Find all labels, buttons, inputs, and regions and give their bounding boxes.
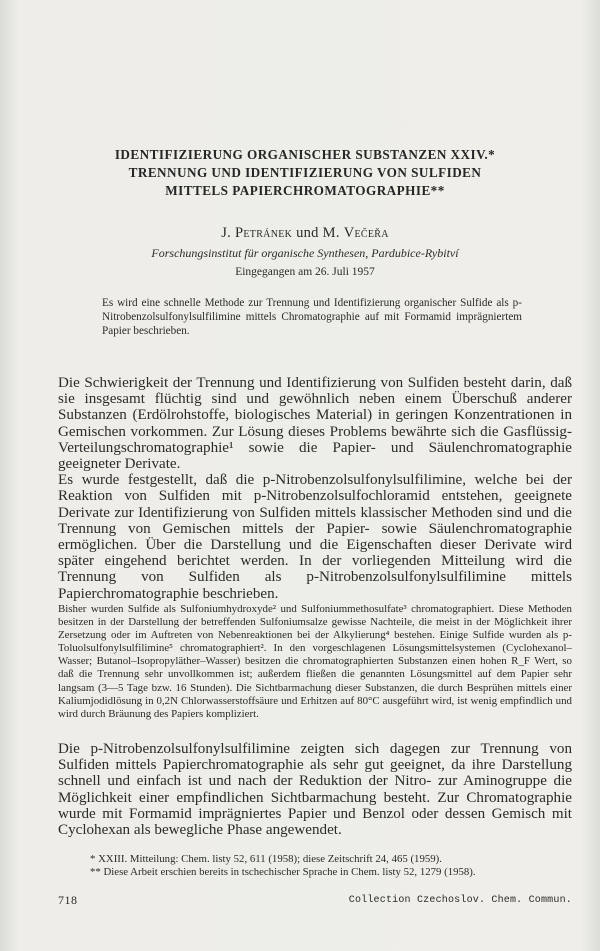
author-1-name: Petránek [235,225,293,241]
author-conjunction: und M. [292,225,344,241]
title-line-3: MITTELS PAPIERCHROMATOGRAPHIE** [165,183,445,198]
received-date: Eingegangen am 26. Juli 1957 [235,266,375,278]
authors [54,225,556,242]
paragraph-1: Die Schwierigkeit der Trennung und Identifizierung von Sulfiden besteht darin, daß sie insgesamt flüchtig sind und gewöhnlich neben einem Überschuß anderer Substanzen (Erdölrohstoffe, biologisches Material) in geringen Konzentrationen in Gemischen vorkommen. Zur Lösung dieses Problems bewährte sich die Gasflüssig-Verteilungschromatographie¹ sowie die Papier- und Säulenchromatographie geeigneter Derivate. [58,375,572,473]
footnote-2: ** Diese Arbeit erschien bereits in tschechischer Sprache in Chem. listy 52, 1279 (1958). [90,866,476,878]
institute: Forschungsinstitut für organische Synthesen, Pardubice-Rybitví [151,246,459,260]
page-number: 718 [58,893,78,907]
author-1-initial: J. [221,225,236,241]
paragraph-2: Es wurde festgestellt, daß die p-Nitrobenzolsulfonylsulfilimine, welche bei der Reaktion von Sulfiden mit p-Nitrobenzolsulfochloramid entstehen, geeignete Derivate zur Identifizierung von Sulfiden mittels klassischer Methoden sind und die Trennung von Gemischen mittels der Papier- sowie Säulenchromatographie ermöglichen. Über die Darstellung und die Eigenschaften dieser Derivate wird später eingehend berichtet werden. In der vorliegenden Mitteilung wird die Trennung von Sulfiden als p-Nitrobenzolsulfonylsulfilimine mittels Papierchromatographie beschrieben. [58,472,572,602]
author-2-name: Večeřa [343,225,389,241]
title-line-2: TRENNUNG UND IDENTIFIZIERUNG VON SULFIDEN [128,165,482,180]
body-text [58,375,572,602]
paragraph-3: Die p-Nitrobenzolsulfonylsulfilimine zeigten sich dagegen zur Trennung von Sulfiden mittels Papierchromatographie als sehr gut geeignet, da ihre Darstellung schnell und einfach ist und nach der Reduktion der Nitro- zur Aminogruppe die Möglichkeit einer empfindlichen Sichtbarmachung besteht. Zur Chromatographie wurde mit Formamid imprägniertes Papier und Benzol oder dessen Gemisch mit Cyclohexan als bewegliche Phase angewendet. [58,741,572,839]
article-title [54,146,556,200]
footnotes [90,853,570,879]
journal-name: Collection Czechoslov. Chem. Commun. [348,895,572,906]
title-line-1: IDENTIFIZIERUNG ORGANISCHER SUBSTANZEN XXIV.* [114,147,496,162]
footnote-1: * XXIII. Mitteilung: Chem. listy 52, 611 (1958); diese Zeitschrift 24, 465 (1959). [90,853,442,865]
abstract: Es wird eine schnelle Methode zur Trennung und Identifizierung organischer Sulfide als p-Nitrobenzolsulfonylsulfilimine mittels Chromatographie auf mit Formamid imprägniertem Papier beschrieben. [102,297,522,337]
small-print-paragraph: Bisher wurden Sulfide als Sulfoniumhydroxyde² und Sulfoniummethosulfate³ chromatographiert. Diese Methoden besitzen in der Darstellung der betreffenden Sulfoniumsalze gewisse Nachteile, die meist in der Möglichkeit ihrer Zersetzung oder im Auftreten von Nebenreaktionen bei der Alkylierung⁴ bestehen. Einige Sulfide wurden als p-Toluolsulfonylsulfilimine⁵ chromatographiert². In den vorgeschlagenen Lösungsmittelsystemen (Cyclohexanol–Wasser; Butanol–Isopropyläther–Wasser) besitzen die chromatographierten Substanzen einen hohen R_F Wert, so daß die Trennung sehr unvollkommen ist; außerdem fließen die genannten Lösungsmittel auf dem Papier sehr langsam (3—5 Tage bzw. 16 Stunden). Die Sichtbarmachung dieser Substanzen, die durch Besprühen mittels einer Kaliumjodidlösung in 0,2N Chlorwasserstoffsäure und Erhitzen auf 80°C ausgeführt wird, ist wenig empfindlich und wird durch Bräunung des Papiers kompliziert. [58,603,572,720]
